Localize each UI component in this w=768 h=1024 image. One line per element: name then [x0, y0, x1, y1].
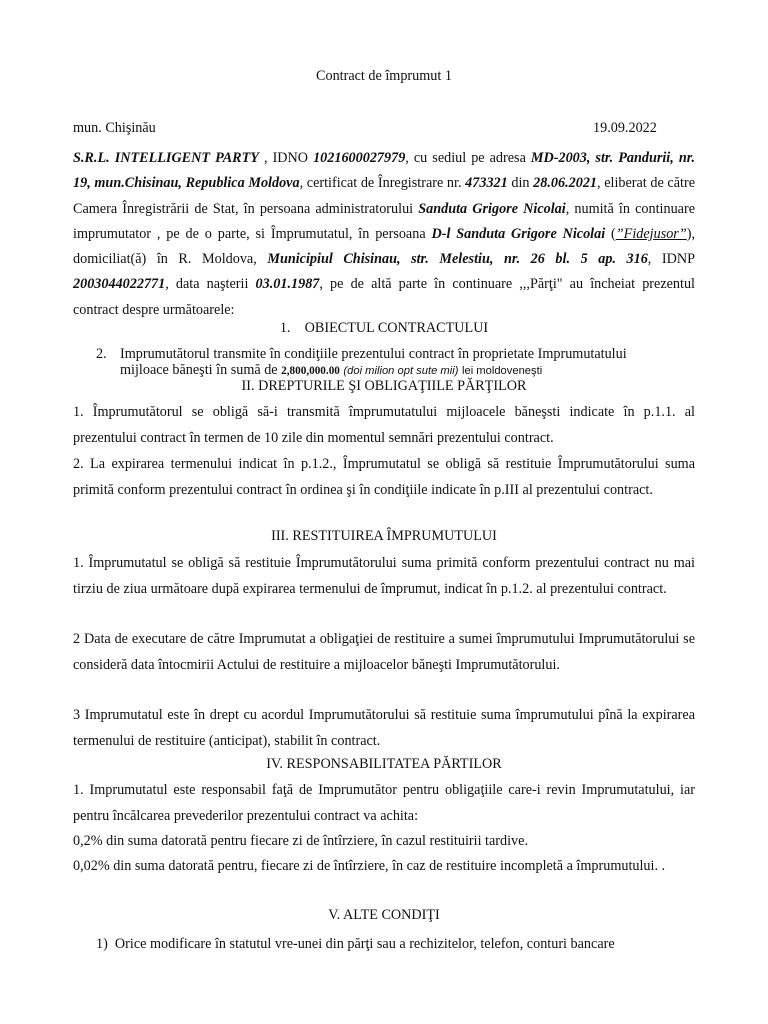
intro-text: ( [605, 225, 616, 242]
idnp-value: 2003044022771 [73, 276, 166, 293]
loan-amount-words: (doi milion opt sute mii) [343, 365, 459, 377]
clause-number: 2. [96, 346, 107, 362]
section-heading-2: II. DREPTURILE ŞI OBLIGAŢIILE PĂRŢILOR [241, 378, 527, 394]
section3-paragraph-2: 2 Data de executare de către Imprumutat a obligaţiei de restituire a sumei împrumutului Imprumutătorului se consideră data întocmirii Actului de restituire a mijloacelor băneşti Imprumutătorului. [73, 631, 695, 673]
section-heading-5: V. ALTE CONDIŢI [328, 907, 440, 923]
contract-date: 19.09.2022 [593, 120, 657, 136]
section4-penalty-incomplete: 0,02% din suma datorată pentru, fiecare zi de întîrziere, în caz de restituire incompletă a împrumutului. . [73, 858, 666, 874]
company-name: S.R.L. INTELLIGENT PARTY [73, 150, 259, 166]
object-clause [96, 346, 696, 379]
intro-text: , pe de altă parte în continuare ,,,Părţi" au încheiat prezentul contract despre următoarele: [73, 276, 695, 318]
intro-text: , numită în continuare imprumutator , pe de o parte, si Împrumutatul, în persoana [73, 200, 695, 242]
section-title: OBIECTUL CONTRACTULUI [304, 320, 489, 336]
intro-text: , cu sediul pe adresa [405, 150, 531, 166]
section-number: 1. [279, 320, 291, 336]
idno-value: 1021600027979 [313, 150, 406, 166]
contract-place: mun. Chişinău [73, 120, 156, 136]
intro-text: ), domiciliat(ă) în R. Moldova, [73, 225, 695, 268]
section5-item-1 [96, 932, 696, 957]
borrower-name: D-l Sanduta Grigore Nicolai [431, 225, 606, 242]
section4-paragraph-1: 1. Imprumutatul este responsabil faţă de Imprumutător pentru obligaţiile care-i revin Imprumutatului, iar pentru încălcarea prevederilor prezentului contract va achita: [73, 782, 695, 824]
borrower-address: Municipiul Chisinau, str. Melestiu, nr. 26 bl. 5 ap. 316 [267, 251, 648, 268]
intro-text: , certificat de Înregistrare nr. [299, 175, 466, 192]
intro-text: , eliberat de către Camera Înregistrării de Stat, în persoana administratorului [73, 175, 695, 217]
section-heading-1 [0, 320, 768, 337]
section4-penalty-late: 0,2% din suma datorată pentru fiecare zi de întîrziere, în cazul restituirii tardive. [73, 833, 528, 849]
intro-text: , IDNO [258, 150, 314, 166]
section3-paragraph-3: 3 Imprumutatul este în drept cu acordul Imprumutătorului să restituie suma împrumutului pînă la expirarea termenului de restituire (anticipat), stabilit în contract. [73, 707, 695, 749]
intro-text: , data naşterii [165, 276, 256, 293]
section2-paragraph-2: 2. La expirarea termenului indicat în p.1.2., Împrumutatul se obligă să restituie Împrumutătorului suma primită conform prezentului contract în ordinea şi în condiţiile indicate în p.III al prezentului contract. [73, 456, 695, 498]
clause-text: Imprumutătorul transmite în condiţiile prezentului contract în proprietate Imprumutatului [120, 346, 627, 362]
item-text: Orice modificare în statutul vre-unei din părţi sau a rechizitelor, telefon, conturi bancare [114, 936, 615, 952]
intro-text: , IDNP [647, 251, 696, 268]
birth-date: 03.01.1987 [255, 276, 320, 293]
administrator-name: Sanduta Grigore Nicolai [418, 200, 566, 217]
parties-paragraph [73, 146, 695, 323]
loan-currency: lei moldoveneşti [462, 365, 543, 377]
section-heading-3: III. RESTITUIREA ÎMPRUMUTULUI [271, 528, 497, 544]
fidejusor-label: ”Fidejusor” [615, 225, 687, 242]
document-title: Contract de împrumut 1 [316, 68, 452, 84]
item-number: 1) [96, 936, 108, 952]
section3-paragraph-1: 1. Împrumutatul se obligă să restituie Împrumutătorului suma primită conform prezentului contract nu mai tirziu de ziua următoare după expirarea termenului de împrumut, indicat în p.1.2. al prezentului contract. [73, 555, 695, 597]
intro-text: din [507, 175, 534, 192]
section2-paragraph-1: 1. Împrumutătorul se obligă să-i transmită împrumutatului mijloacele băneşsti indicate în p.1.1. al prezentului contract în termen de 10 zile din momentul semnări prezentului contract. [73, 404, 695, 446]
section-heading-4: IV. RESPONSABILITATEA PĂRTILOR [266, 756, 502, 772]
company-address: MD-2003, str. Pandurii, nr. 19, mun.Chisinau, Republica Moldova [73, 150, 695, 192]
certificate-date: 28.06.2021 [533, 175, 597, 192]
certificate-number: 473321 [465, 175, 508, 192]
loan-amount: 2,800,000.00 [281, 365, 340, 377]
clause-text: mijloace băneşti în sumă de [120, 362, 282, 378]
